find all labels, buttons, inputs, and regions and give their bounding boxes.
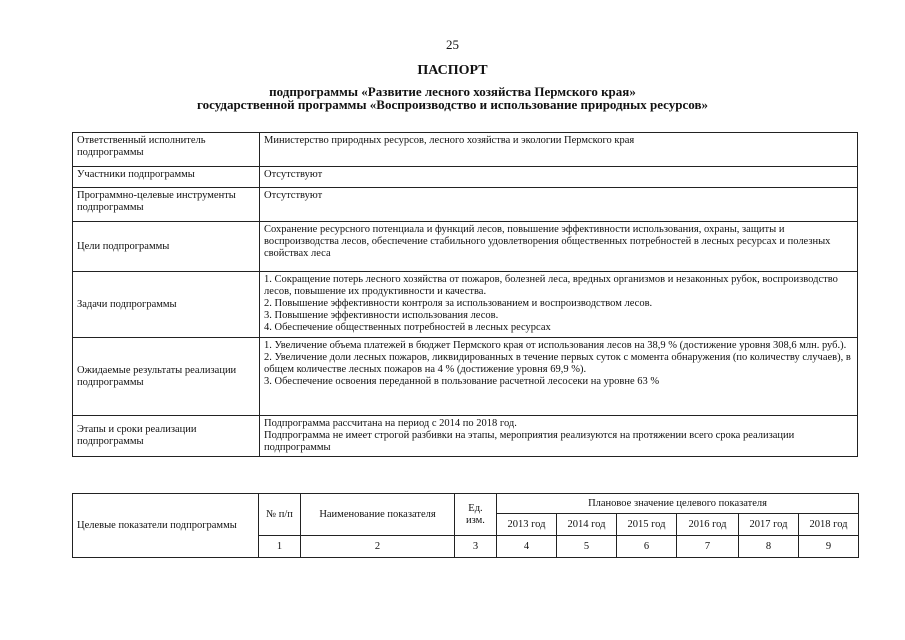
row-label-participants: Участники подпрограммы (73, 167, 260, 188)
table-row (73, 494, 859, 514)
row-label-goals: Цели подпрограммы (73, 222, 260, 272)
col-header-plan: Плановое значение целевого показателя (497, 494, 859, 514)
column-number: 5 (557, 536, 617, 558)
year-header: 2013 год (497, 514, 557, 536)
table-row (73, 133, 858, 167)
indicators-table (72, 493, 859, 558)
stage-item: Подпрограмма рассчитана на период с 2014 по 2018 год. (264, 418, 517, 429)
col-header-number: № п/п (259, 494, 301, 536)
row-label-responsible: Ответственный исполнитель подпрограммы (73, 133, 260, 167)
row-value-results (260, 338, 858, 416)
year-header: 2018 год (799, 514, 859, 536)
row-label-tasks: Задачи подпрограммы (73, 272, 260, 338)
column-number: 4 (497, 536, 557, 558)
col-header-name: Наименование показателя (301, 494, 455, 536)
column-number: 2 (301, 536, 455, 558)
table-row (73, 272, 858, 338)
year-header: 2017 год (739, 514, 799, 536)
column-number: 9 (799, 536, 859, 558)
row-value-participants: Отсутствуют (260, 167, 858, 188)
table-row (73, 338, 858, 416)
row-label-stages: Этапы и сроки реализации подпрограммы (73, 416, 260, 457)
row-label-results: Ожидаемые результаты реализации подпрограммы (73, 338, 260, 416)
col-header-unit: Ед. изм. (455, 494, 497, 536)
subtitle-line-1: подпрограммы «Развитие лесного хозяйства Пермского края» (269, 84, 636, 99)
table-row (73, 167, 858, 188)
column-number: 8 (739, 536, 799, 558)
row-value-responsible: Министерство природных ресурсов, лесного хозяйства и экологии Пермского края (260, 133, 858, 167)
table-row (73, 188, 858, 222)
year-header: 2015 год (617, 514, 677, 536)
indicators-label: Целевые показатели подпрограммы (73, 494, 259, 558)
result-item: 2. Увеличение доли лесных пожаров, ликвидированных в течение первых суток с момента обнаружения (по количеству случаев), в общем количестве лесных пожаров на 4 % (достижение уровня 69,9 %). (264, 352, 851, 375)
table-row (73, 416, 858, 457)
stage-item: Подпрограмма не имеет строгой разбивки на этапы, мероприятия реализуются на протяжении всего срока реализации подпрограммы (264, 430, 795, 453)
column-number: 6 (617, 536, 677, 558)
row-value-stages (260, 416, 858, 457)
task-item: 4. Обеспечение общественных потребностей в лесных ресурсах (264, 322, 551, 333)
passport-table (72, 132, 858, 457)
year-header: 2014 год (557, 514, 617, 536)
result-item: 3. Обеспечение освоения переданной в пользование расчетной лесосеки на уровне 63 % (264, 376, 660, 387)
row-value-goals: Сохранение ресурсного потенциала и функций лесов, повышение эффективности использования, охраны, защиты и воспроизводства лесов, обеспечение стабильного удовлетворения общественных потребностей в лесных ресурсах и полезных свойствах леса (260, 222, 858, 272)
page-number: 25 (446, 37, 459, 52)
task-item: 3. Повышение эффективности использования лесов. (264, 310, 499, 321)
column-number: 7 (677, 536, 739, 558)
subtitle-line-2: государственной программы «Воспроизводство и использование природных ресурсов» (197, 97, 708, 112)
year-header: 2016 год (677, 514, 739, 536)
document-title: ПАСПОРТ (417, 63, 488, 78)
document-subtitle (0, 85, 905, 111)
task-item: 2. Повышение эффективности контроля за использованием и воспроизводством лесов. (264, 298, 653, 309)
result-item: 1. Увеличение объема платежей в бюджет Пермского края от использования лесов на 38,9 % (достижение уровня 308,6 млн. руб.). (264, 340, 847, 351)
row-label-instruments: Программно-целевые инструменты подпрограммы (73, 188, 260, 222)
row-value-instruments: Отсутствуют (260, 188, 858, 222)
table-row (73, 222, 858, 272)
column-number: 3 (455, 536, 497, 558)
task-item: 1. Сокращение потерь лесного хозяйства от пожаров, болезней леса, вредных организмов и незаконных рубок, воспроизводство лесов, повышение их продуктивности и качества. (264, 274, 838, 297)
column-number: 1 (259, 536, 301, 558)
row-value-tasks (260, 272, 858, 338)
